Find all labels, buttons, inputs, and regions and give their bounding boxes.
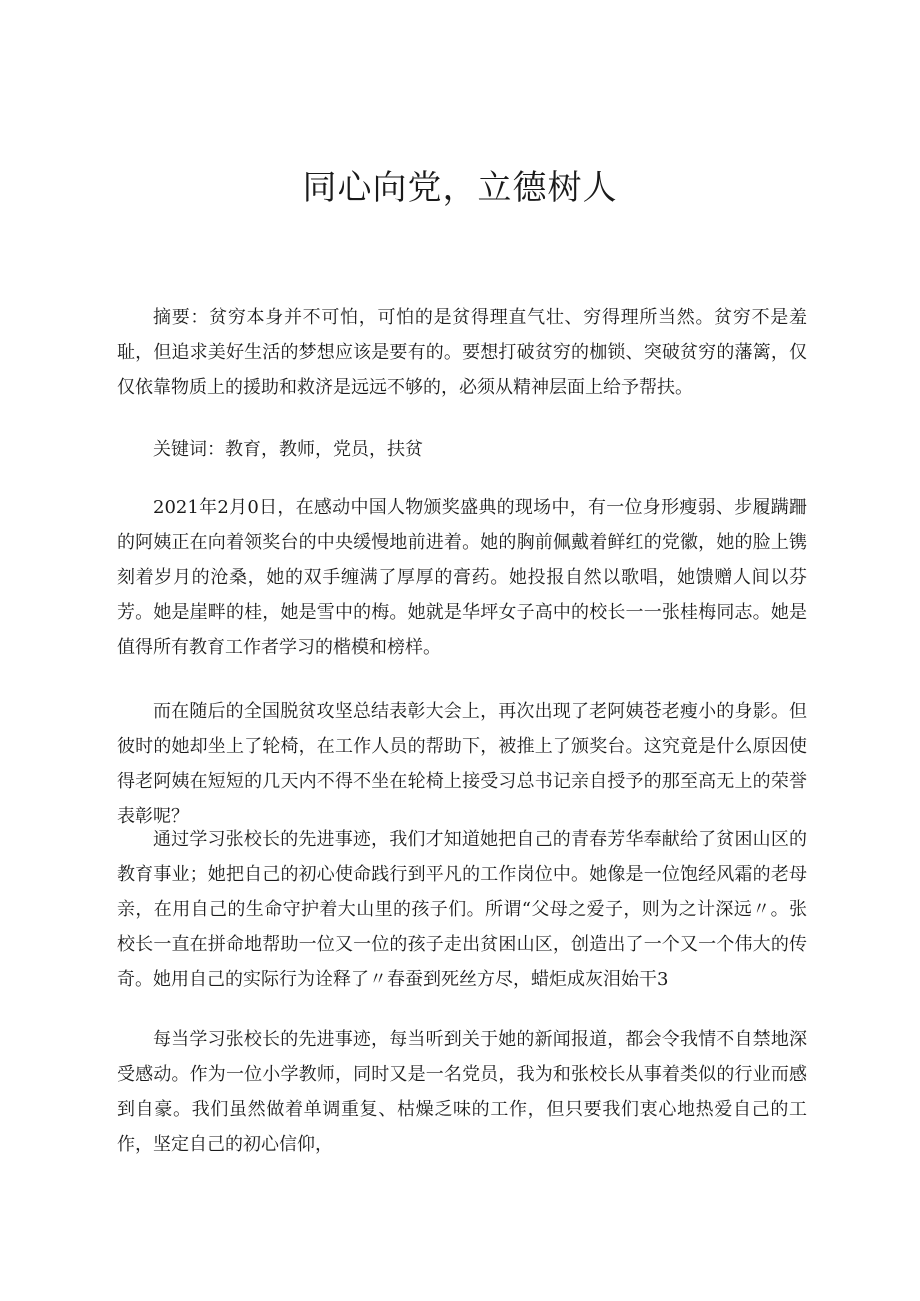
- body-paragraph-2: 而在随后的全国脱贫攻坚总结表彰大会上，再次出现了老阿姨苍老瘦小的身影。但彼时的她却坐上了轮椅，在工作人员的帮助下，被推上了颁奖台。这究竟是什么原因使得老阿姨在短短的几天内不得不坐在轮椅上接受习总书记亲自授予的那至高无上的荣誉表彰呢？: [117, 701, 807, 827]
- body-paragraph-1: 2021年2月0日，在感动中国人物颁奖盛典的现场中，有一位身形瘦弱、步履蹒跚的阿姨正在向着领奖台的中央缓慢地前进着。她的胸前佩戴着鲜红的党徽，她的脸上镌刻着岁月的沧桑，她的双手缠满了厚厚的膏药。她投报自然以歌唱，她馈赠人间以芬芳。她是崖畔的桂，她是雪中的梅。她就是华坪女子高中的校长一一张桂梅同志。她是值得所有教育工作者学习的楷模和榜样。: [117, 497, 807, 658]
- body-paragraph-4: 每当学习张校长的先进事迹，每当听到关于她的新闻报道，都会令我情不自禁地深受感动。作为一位小学教师，同时又是一名党员，我为和张校长从事着类似的行业而感到自豪。我们虽然做着单调重复、枯燥乏味的工作，但只要我们衷心地热爱自己的工作，坚定自己的初心信仰，: [117, 1029, 807, 1155]
- abstract-paragraph: 摘要：贫穷本身并不可怕，可怕的是贫得理直气壮、穷得理所当然。贫穷不是羞耻，但追求美好生活的梦想应该是要有的。要想打破贫穷的枷锁、突破贫穷的藩篱，仅仅依靠物质上的援助和救济是远远不够的，必须从精神层面上给予帮扶。: [117, 307, 807, 398]
- keywords-line: 关键词：教育，教师，党员，扶贫: [153, 439, 423, 460]
- body-paragraph-3: 通过学习张校长的先进事迹，我们才知道她把自己的青春芳华奉献给了贫困山区的教育事业；她把自己的初心使命践行到平凡的工作岗位中。她像是一位饱经风霜的老母亲，在用自己的生命守护着大山里的孩子们。所谓“父母之爱子，则为之计深远〃。张校长一直在拼命地帮助一位又一位的孩子走出贫困山区，创造出了一个又一个伟大的传奇。她用自己的实际行为诠释了〃春蚕到死丝方尽，蜡炬成灰泪始干3: [117, 829, 807, 990]
- document-title: 同心向党，立德树人: [302, 168, 618, 208]
